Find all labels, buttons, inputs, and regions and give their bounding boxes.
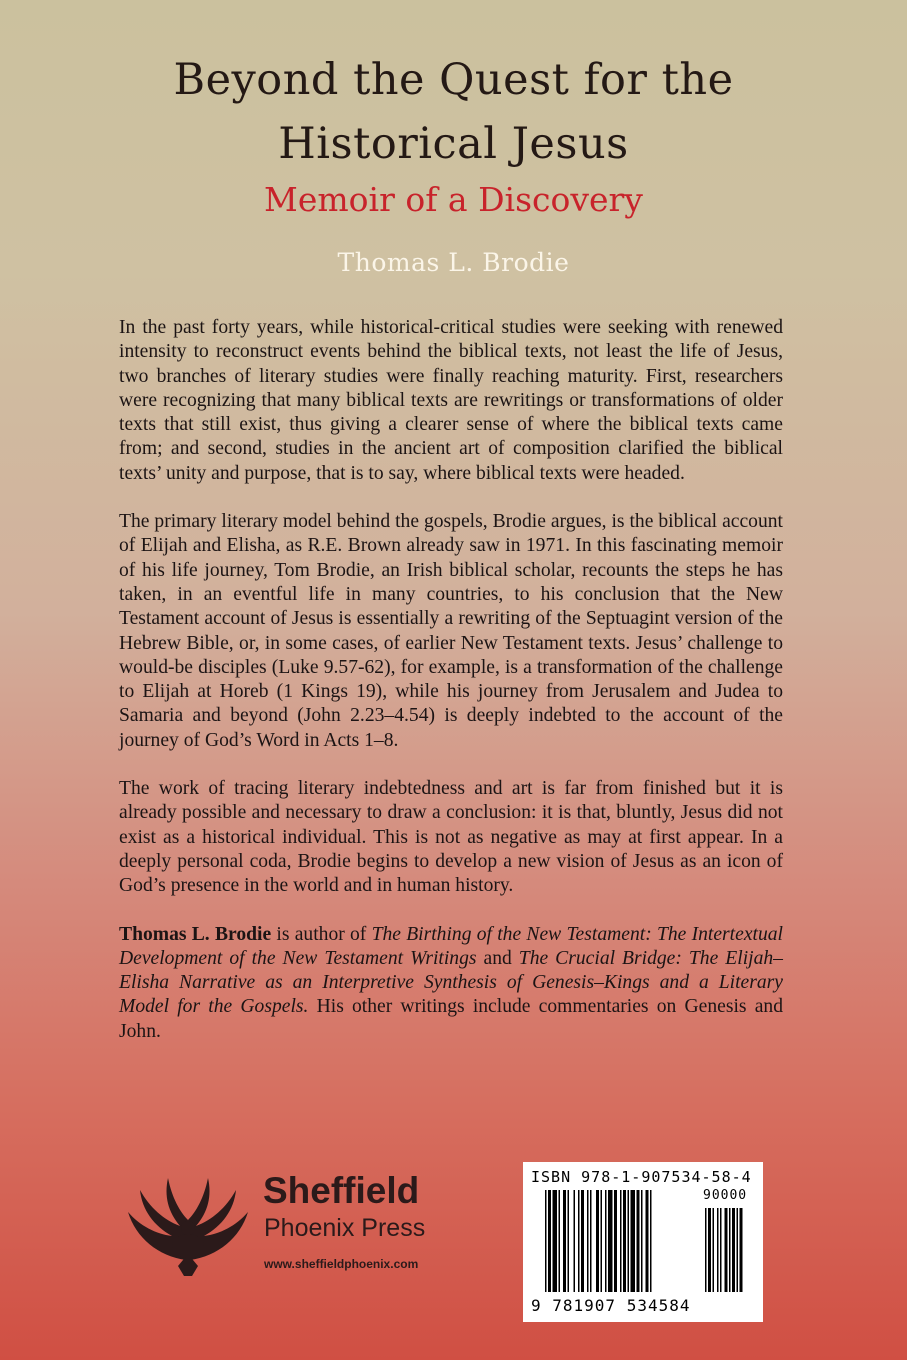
bio-text-2: and (476, 947, 519, 969)
barcode-bar (646, 1190, 649, 1292)
barcode-bar (637, 1190, 640, 1292)
barcode-bar (568, 1190, 570, 1292)
barcode-bar (608, 1190, 613, 1292)
addon-barcode-bar (740, 1208, 743, 1292)
publisher-name: Sheffield (263, 1170, 420, 1211)
barcode-bar (614, 1190, 617, 1292)
addon-barcode-bar (713, 1208, 715, 1292)
barcode-bar (650, 1190, 652, 1292)
addon-barcode-bar (708, 1208, 711, 1292)
barcode-bar (641, 1190, 643, 1292)
book-subtitle: Memoir of a Discovery (264, 180, 643, 219)
barcode-bar (596, 1190, 599, 1292)
book-title (0, 48, 907, 176)
title-line-1: Beyond the Quest for the (173, 55, 734, 105)
barcode-bar (553, 1190, 558, 1292)
barcode-bar (628, 1190, 630, 1292)
bio-book-2: The Crucial Bridge: The Elijah–Elisha Narrative as an Interpretive Synthesis of Genesis–Kings and a Literary Model for the Gospels. (119, 947, 783, 1018)
blurb-paragraph-1: In the past forty years, while historical-critical studies were seeking with renewed intensity to reconstruct events behind the biblical texts, not least the life of Jesus, two branches of literary studies were finally reaching maturity. First, researchers were recognizing that many biblical texts are rewritings or transformations of older texts that still exist, thus giving a clearer sense of where the biblical texts came from; and second, studies in the ancient art of composition clarified the biblical texts’ unity and purpose, that is to say, where biblical texts were headed. (119, 317, 783, 484)
barcode-bar (631, 1190, 636, 1292)
addon-barcode-bar (737, 1208, 739, 1292)
barcode-bar (545, 1190, 547, 1292)
barcode-bar (587, 1190, 589, 1292)
barcode-digits: 9 781907 534584 (531, 1296, 691, 1315)
barcode-bar (581, 1190, 584, 1292)
addon-barcode-bar (705, 1208, 707, 1292)
title-line-2: Historical Jesus (278, 119, 629, 169)
publisher-logo (118, 1168, 458, 1278)
isbn-barcode (523, 1162, 763, 1322)
barcode-bar (578, 1190, 580, 1292)
addon-barcode-bar (732, 1208, 735, 1292)
bio-book-1: The Birthing of the New Testament: The Intertextual Development of the New Testament Writings (119, 923, 783, 969)
author-bio (119, 923, 783, 1044)
addon-barcode-bar (720, 1208, 722, 1292)
addon-barcode-bar (717, 1208, 719, 1292)
barcode-bar (623, 1190, 626, 1292)
isbn-text: ISBN 978-1-907534-58-4 (531, 1168, 752, 1186)
blurb (119, 316, 783, 1044)
barcode-bar (559, 1190, 561, 1292)
phoenix-icon (118, 1168, 258, 1278)
book-author: Thomas L. Brodie (337, 248, 570, 277)
bio-author-name: Thomas L. Brodie (119, 923, 272, 945)
barcode-bar (563, 1190, 566, 1292)
barcode-bar (620, 1190, 622, 1292)
addon-barcode-bar (729, 1208, 731, 1292)
publisher-press: Phoenix Press (264, 1214, 426, 1242)
bio-text-3: His other writings include commentaries on Genesis and John. (119, 996, 783, 1042)
publisher-url: www.sheffieldphoenix.com (264, 1257, 419, 1271)
barcode-bar (605, 1190, 607, 1292)
barcode-bar (590, 1190, 592, 1292)
barcode-bar (574, 1190, 576, 1292)
price-code: 90000 (703, 1188, 748, 1203)
barcode-bar (601, 1190, 603, 1292)
bio-text-1: is author of (271, 923, 372, 945)
blurb-paragraph-3: The work of tracing literary indebtedness and art is far from finished but it is already possible and necessary to draw a conclusion: it is that, bluntly, Jesus did not exist as a historical individual. This is not as negative as may at first appear. In a deeply personal coda, Brodie begins to develop a new vision of Jesus as an icon of God’s presence in the world and in human history. (119, 778, 783, 897)
addon-barcode-bar (725, 1208, 728, 1292)
barcode-bar (548, 1190, 551, 1292)
blurb-paragraph-2: The primary literary model behind the gospels, Brodie argues, is the biblical account of Elijah and Elisha, as R.E. Brown already saw in 1971. In this fascinating memoir of his life journey, Tom Brodie, an Irish biblical scholar, recounts the steps he has taken, in an eventful life in many countries, to his conclusion that the New Testament account of Jesus is essentially a rewriting of the Septuagint version of the Hebrew Bible, or, in some cases, of earlier New Testament texts. Jesus’ challenge to would-be disciples (Luke 9.57-62), for example, is a transformation of the challenge to Elijah at Horeb (1 Kings 19), while his journey from Jerusalem and Judea to Samaria and beyond (John 2.23–4.54) is deeply indebted to the account of the journey of God’s Word in Acts 1–8. (119, 511, 783, 751)
